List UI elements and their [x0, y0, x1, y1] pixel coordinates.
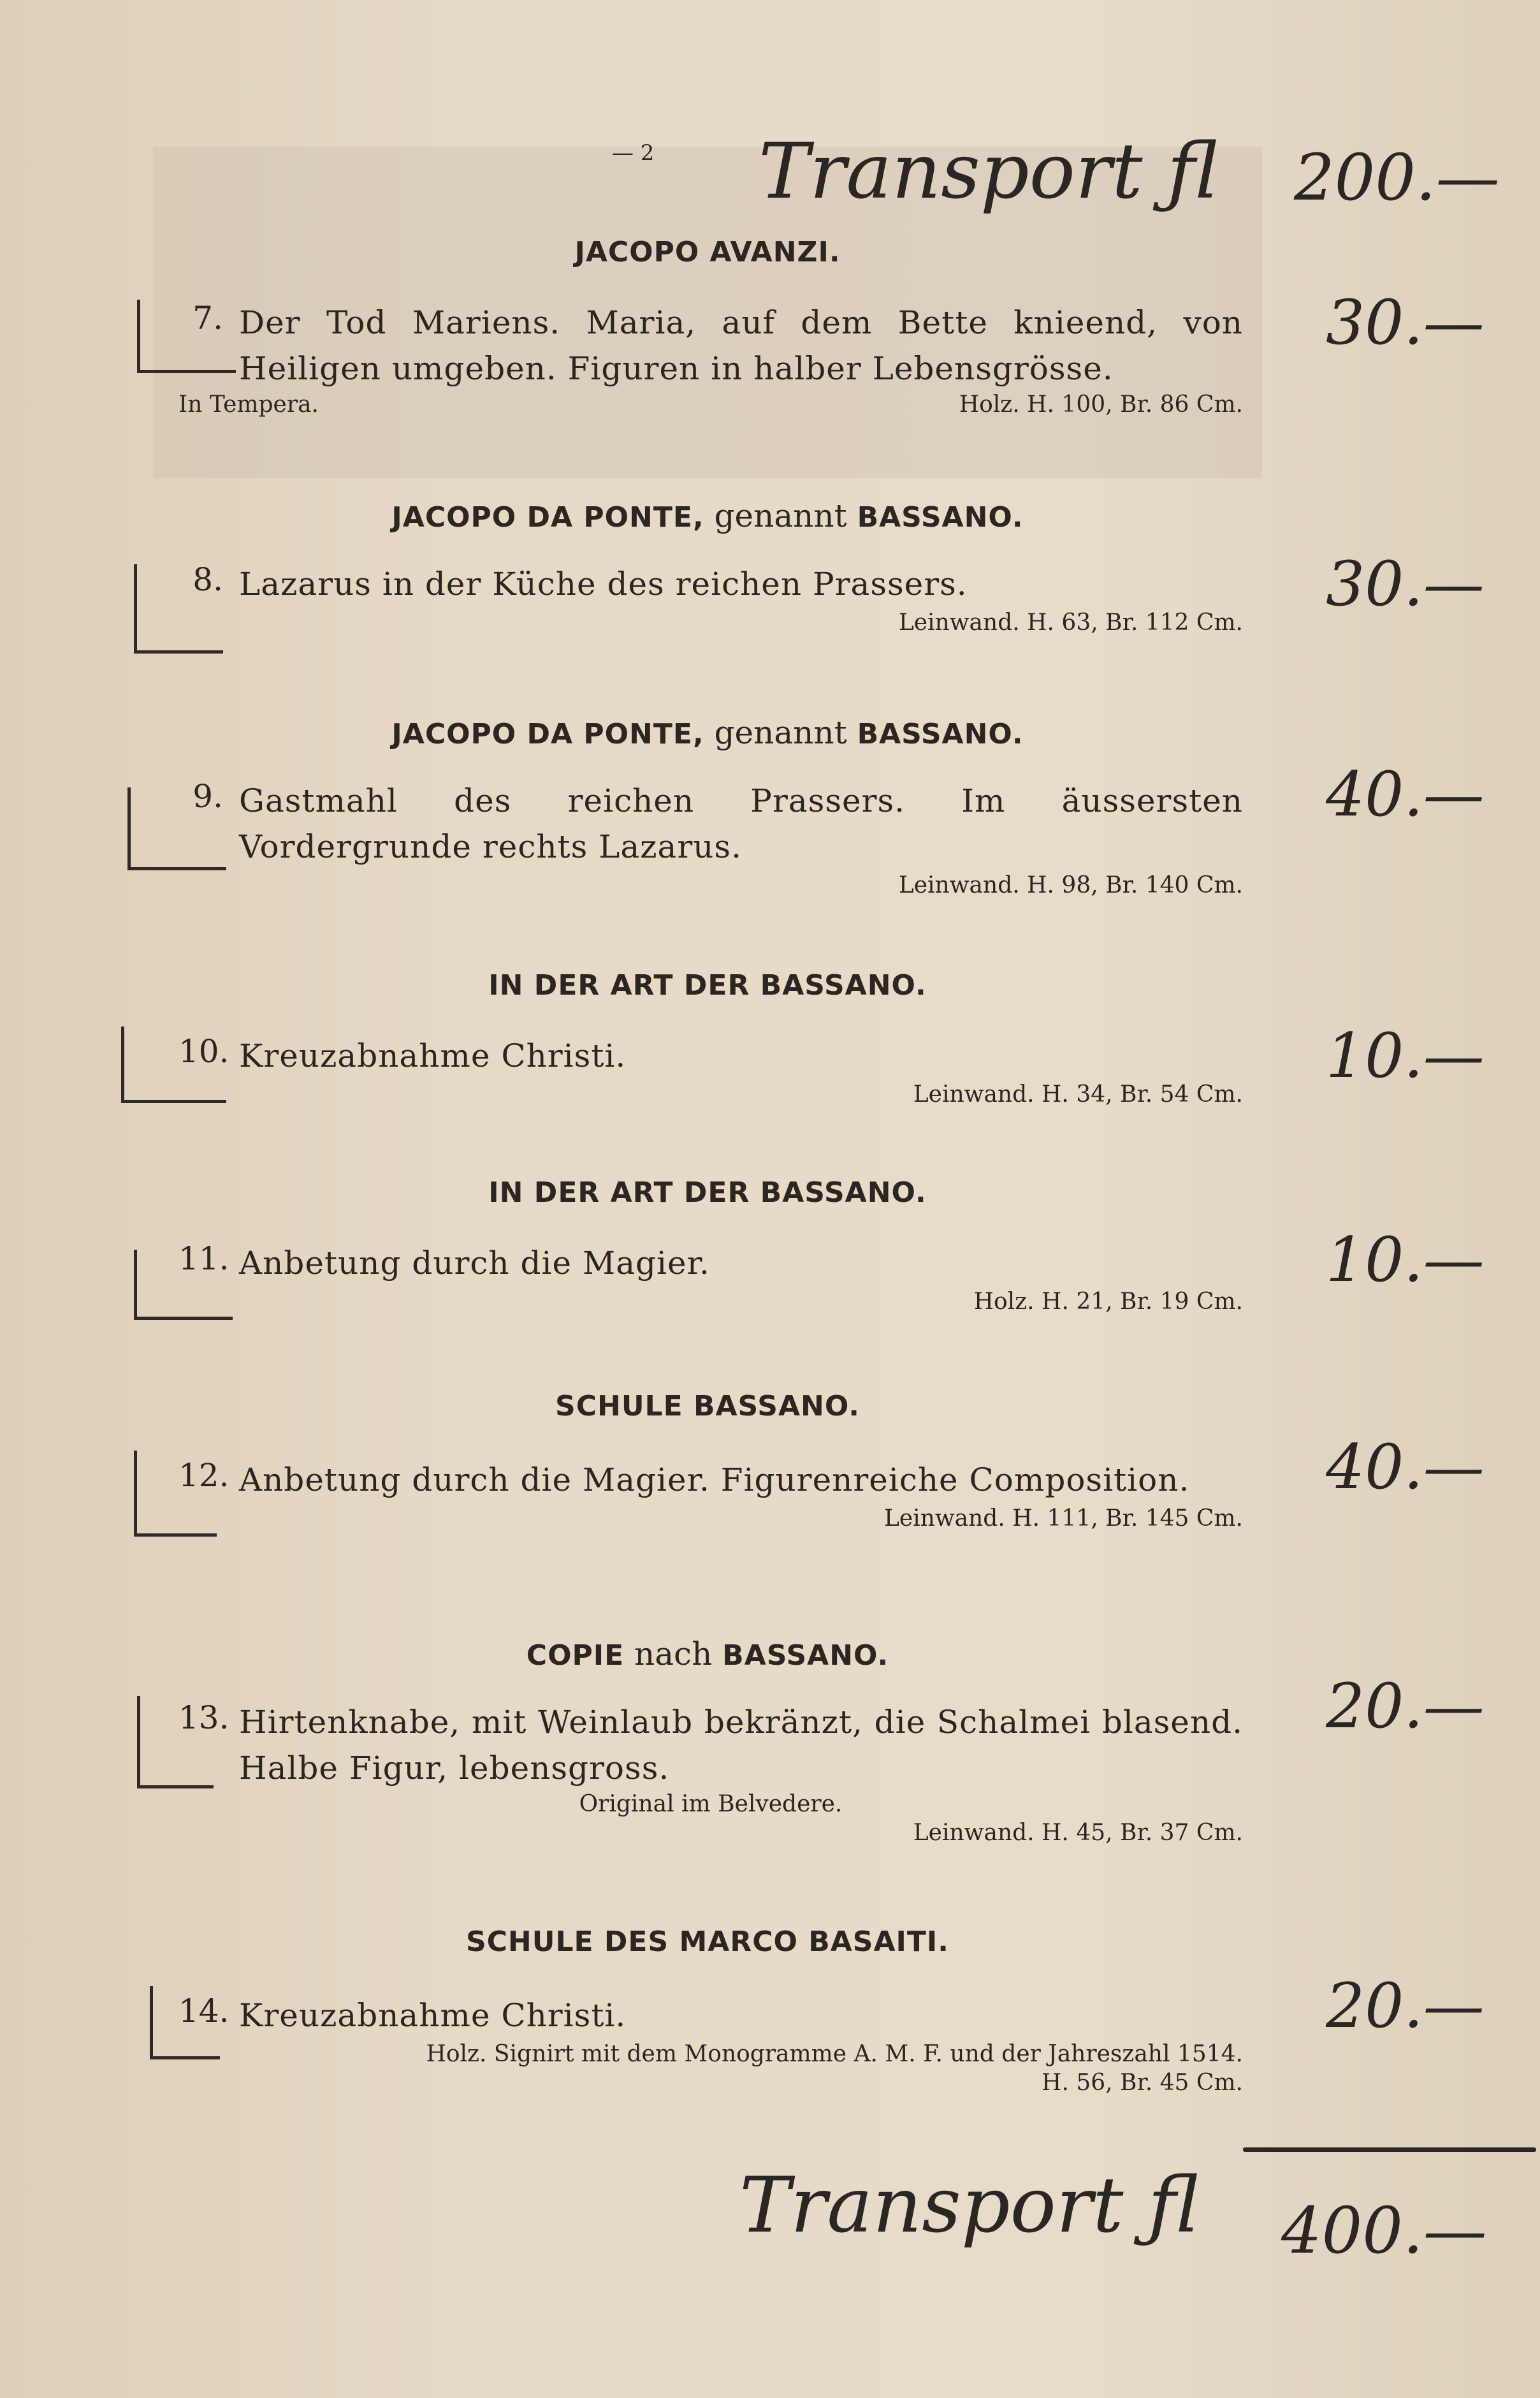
entry-7	[178, 300, 1243, 418]
entry-11	[178, 1240, 1243, 1315]
entry-10	[178, 1033, 1243, 1108]
entry-12	[178, 1457, 1243, 1532]
entry-title: Der Tod Mariens. Maria, auf dem Bette knieend, von Heiligen umgeben. Figuren in halber Lebensgrösse.	[239, 304, 1243, 387]
entry-price: 20.—	[1326, 1671, 1485, 1742]
entry-number: 13.	[178, 1699, 229, 1736]
entry-dimensions: Leinwand. H. 111, Br. 145 Cm.	[883, 1505, 1243, 1532]
entry-number: 12.	[178, 1457, 229, 1494]
entry-price: 20.—	[1326, 1970, 1485, 2042]
entry-technique: In Tempera.	[178, 391, 319, 418]
entry-number: 8.	[192, 561, 223, 598]
entry-title: Hirtenknabe, mit Weinlaub bekränzt, die Schalmei blasend. Halbe Figur, lebensgross.	[239, 1704, 1243, 1787]
entry-9	[178, 778, 1243, 898]
transport-bottom-amount: 400.—	[1281, 2193, 1487, 2268]
entry-price: 30.—	[1326, 287, 1485, 358]
entry-number: 14.	[178, 1992, 229, 2029]
entry-title: Kreuzabnahme Christi.	[239, 1037, 627, 1074]
entry-number: 10.	[178, 1033, 229, 1070]
entry-8	[178, 561, 1243, 636]
entry-14	[178, 1992, 1243, 2096]
entry-title: Lazarus in der Küche des reichen Prassers.	[239, 566, 968, 603]
entry-title: Kreuzabnahme Christi.	[239, 1997, 627, 2034]
entry-note: Original im Belvedere.	[579, 1791, 843, 1817]
entry-price: 40.—	[1326, 759, 1485, 830]
entry-header: JACOPO DA PONTE, genannt BASSANO.	[391, 497, 1024, 534]
entry-header: IN DER ART DER BASSANO.	[488, 1176, 927, 1209]
entry-header: JACOPO DA PONTE, genannt BASSANO.	[391, 714, 1024, 751]
entry-price: 30.—	[1326, 548, 1485, 620]
entry-price: 10.—	[1326, 1020, 1485, 1092]
entry-price: 10.—	[1326, 1224, 1485, 1296]
entry-header: COPIE nach BASSANO.	[526, 1635, 889, 1672]
sum-rule	[1243, 2147, 1536, 2152]
entry-number: 11.	[178, 1240, 229, 1277]
entry-header: JACOPO AVANZI.	[574, 236, 841, 268]
entry-header: SCHULE DES MARCO BASAITI.	[465, 1926, 950, 1958]
entry-title: Gastmahl des reichen Prassers. Im äussersten Vordergrunde rechts Lazarus.	[239, 782, 1243, 865]
entry-title: Anbetung durch die Magier.	[239, 1245, 710, 1282]
transport-top-label: Transport ƒl	[759, 128, 1218, 216]
entry-dimensions: Leinwand. H. 98, Br. 140 Cm.	[898, 872, 1243, 898]
entry-header: IN DER ART DER BASSANO.	[488, 969, 927, 1002]
transport-bottom-label: Transport ƒl	[739, 2161, 1199, 2250]
entry-dimensions: Holz. H. 21, Br. 19 Cm.	[973, 1289, 1243, 1315]
entry-dimensions: Leinwand. H. 63, Br. 112 Cm.	[898, 610, 1243, 636]
entry-signature: Holz. Signirt mit dem Monogramme A. M. F. und der Jahreszahl 1514.	[426, 2041, 1243, 2067]
entry-price: 40.—	[1326, 1431, 1485, 1503]
entry-dimensions: H. 56, Br. 45 Cm.	[1042, 2070, 1243, 2096]
entry-dimensions: Holz. H. 100, Br. 86 Cm.	[959, 391, 1243, 418]
entry-number: 7.	[192, 300, 223, 337]
entry-13	[178, 1699, 1243, 1846]
entry-dimensions: Leinwand. H. 34, Br. 54 Cm.	[913, 1081, 1243, 1108]
entry-title: Anbetung durch die Magier. Figurenreiche Composition.	[239, 1461, 1190, 1498]
page-number: — 2	[612, 140, 655, 166]
entry-header: SCHULE BASSANO.	[555, 1390, 860, 1422]
entry-number: 9.	[192, 778, 223, 815]
transport-top-amount: 200.—	[1294, 140, 1500, 215]
entry-dimensions: Leinwand. H. 45, Br. 37 Cm.	[913, 1820, 1243, 1846]
